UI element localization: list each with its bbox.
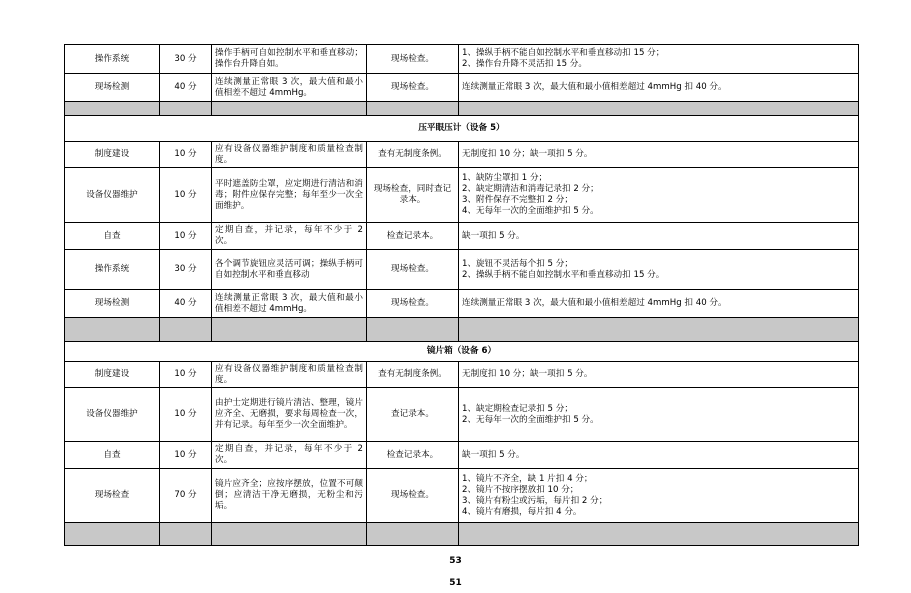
item-cell: 设备仪器维护 [65, 168, 160, 223]
spacer-row [65, 318, 859, 342]
page-number-top: 53 [449, 556, 462, 566]
table-row [65, 45, 859, 74]
criteria-cell [459, 250, 859, 290]
method-cell: 检查记录本。 [367, 442, 459, 469]
method-cell: 现场检查。 [367, 74, 459, 102]
standard-cell: 连续测量正常眼 3 次，最大值和最小值相差不超过 4mmHg。 [212, 74, 367, 102]
section-title: 压平眼压计（设备 5） [65, 116, 859, 142]
table-row [65, 142, 859, 168]
table-row [65, 168, 859, 223]
item-cell: 设备仪器维护 [65, 388, 160, 442]
table-row [65, 388, 859, 442]
table-row [65, 74, 859, 102]
score-cell: 30 分 [160, 45, 212, 74]
score-cell: 70 分 [160, 469, 212, 523]
criteria-line: 连续测量正常眼 3 次，最大值和最小值相差超过 4mmHg 扣 40 分。 [462, 82, 727, 92]
page-number-bottom: 51 [449, 578, 462, 588]
criteria-line: 缺一项扣 5 分。 [462, 230, 525, 241]
score-cell: 10 分 [160, 362, 212, 388]
section-header-row [65, 342, 859, 362]
criteria-line: 2、无每年一次的全面维护扣 5 分。 [462, 414, 599, 425]
criteria-cell [459, 469, 859, 523]
criteria-line: 2、操纵手柄不能自如控制水平和垂直移动扣 15 分。 [462, 269, 665, 280]
criteria-cell [459, 290, 859, 318]
criteria-line: 1、镜片不齐全，缺 1 片扣 4 分； [462, 473, 593, 484]
criteria-line: 1、缺防尘罩扣 1 分； [462, 173, 548, 183]
method-cell: 现场检查。 [367, 250, 459, 290]
criteria-cell [459, 168, 859, 223]
method-cell: 检查记录本。 [367, 223, 459, 250]
criteria-line: 无制度扣 10 分；缺一项扣 5 分。 [462, 369, 593, 379]
spacer-row [65, 523, 859, 546]
method-cell: 查有无制度条例。 [367, 362, 459, 388]
score-cell: 10 分 [160, 168, 212, 223]
table-row [65, 223, 859, 250]
criteria-cell [459, 223, 859, 250]
item-cell: 操作系统 [65, 250, 160, 290]
criteria-line: 1、缺定期检查记录扣 5 分； [462, 403, 573, 414]
method-cell: 查有无制度条例。 [367, 142, 459, 168]
standard-cell: 由护士定期进行镜片清洁、整理，镜片应齐全、无磨损，要求每周检查一次，并有记录。每年至少一次全面维护。 [212, 388, 367, 442]
method-cell: 现场检查。 [367, 45, 459, 74]
score-cell: 10 分 [160, 223, 212, 250]
score-cell: 40 分 [160, 74, 212, 102]
standard-cell: 连续测量正常眼 3 次，最大值和最小值相差不超过 4mmHg。 [212, 290, 367, 318]
item-cell: 自查 [65, 223, 160, 250]
standard-cell: 定期自查，并记录，每年不少于 2 次。 [212, 223, 367, 250]
method-cell: 现场检查。 [367, 469, 459, 523]
section-header-row [65, 116, 859, 142]
item-cell: 现场检测 [65, 74, 160, 102]
standard-cell: 应有设备仪器维护制度和质量检查制度。 [212, 142, 367, 168]
evaluation-table [64, 44, 859, 546]
standard-cell: 应有设备仪器维护制度和质量检查制度。 [212, 362, 367, 388]
score-cell: 40 分 [160, 290, 212, 318]
item-cell: 现场检测 [65, 290, 160, 318]
table-row [65, 290, 859, 318]
criteria-cell [459, 74, 859, 102]
score-cell: 10 分 [160, 388, 212, 442]
criteria-line: 2、缺定期清洁和消毒记录扣 2 分； [462, 184, 599, 194]
item-cell: 自查 [65, 442, 160, 469]
criteria-line: 无制度扣 10 分；缺一项扣 5 分。 [462, 149, 593, 159]
criteria-cell [459, 142, 859, 168]
item-cell: 制度建设 [65, 362, 160, 388]
spacer-row [65, 102, 859, 116]
standard-cell: 镜片应齐全；应按序摆放，位置不可颠倒；应清洁干净无磨损，无粉尘和污垢。 [212, 469, 367, 523]
section-title: 镜片箱（设备 6） [65, 342, 859, 362]
criteria-line: 4、镜片有磨损，每片扣 4 分。 [462, 506, 582, 517]
table-row [65, 250, 859, 290]
score-cell: 10 分 [160, 142, 212, 168]
table-row [65, 442, 859, 469]
method-cell: 现场检查。 [367, 290, 459, 318]
criteria-cell [459, 388, 859, 442]
criteria-line: 缺一项扣 5 分。 [462, 449, 525, 460]
criteria-line: 3、镜片有粉尘或污垢，每片扣 2 分； [462, 495, 608, 506]
standard-cell: 操作手柄可自如控制水平和垂直移动；操作台升降自如。 [212, 45, 367, 74]
item-cell: 制度建设 [65, 142, 160, 168]
criteria-line: 2、操作台升降不灵活扣 15 分。 [462, 59, 587, 69]
criteria-cell [459, 45, 859, 74]
criteria-line: 2、镜片不按序摆放扣 10 分； [462, 484, 579, 495]
standard-cell: 平时遮盖防尘罩，应定期进行清洁和消毒；附件应保存完整；每年至少一次全面维护。 [212, 168, 367, 223]
method-cell: 查记录本。 [367, 388, 459, 442]
criteria-line: 1、旋钮不灵活每个扣 5 分； [462, 258, 573, 269]
table-row [65, 362, 859, 388]
table-row [65, 469, 859, 523]
criteria-line: 3、附件保存不完整扣 2 分； [462, 195, 573, 205]
item-cell: 操作系统 [65, 45, 160, 74]
item-cell: 现场检查 [65, 469, 160, 523]
score-cell: 10 分 [160, 442, 212, 469]
criteria-line: 4、无每年一次的全面维护扣 5 分。 [462, 206, 599, 216]
standard-cell: 各个调节旋钮应灵活可调；操纵手柄可自如控制水平和垂直移动 [212, 250, 367, 290]
criteria-line: 1、操纵手柄不能自如控制水平和垂直移动扣 15 分； [462, 48, 665, 58]
score-cell: 30 分 [160, 250, 212, 290]
criteria-cell [459, 362, 859, 388]
method-cell: 现场检查，同时查记录本。 [367, 168, 459, 223]
standard-cell: 定期自查，并记录，每年不少于 2 次。 [212, 442, 367, 469]
criteria-line: 连续测量正常眼 3 次，最大值和最小值相差超过 4mmHg 扣 40 分。 [462, 298, 727, 308]
criteria-cell [459, 442, 859, 469]
